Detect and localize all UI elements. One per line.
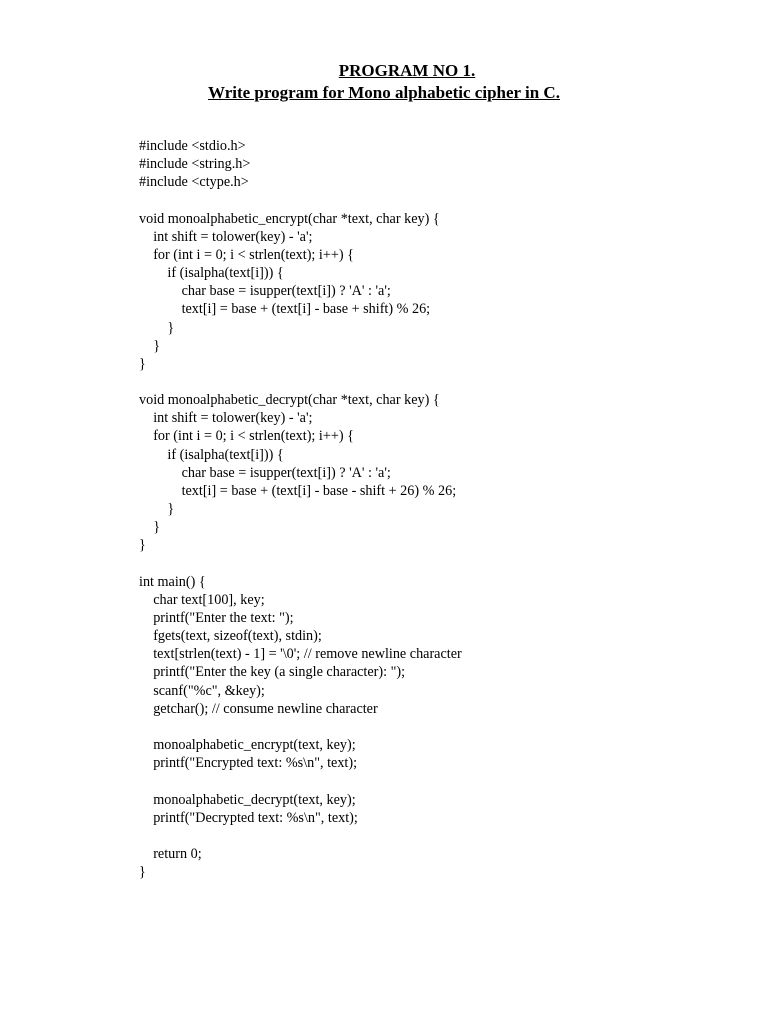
- code-line: printf("Encrypted text: %s\n", text);: [139, 755, 358, 772]
- code-line: }: [139, 319, 175, 336]
- code-line: monoalphabetic_encrypt(text, key);: [139, 737, 356, 754]
- code-line: [139, 827, 739, 845]
- code-line: scanf("%c", &key);: [139, 682, 265, 699]
- code-line: void monoalphabetic_encrypt(char *text, char key) {: [139, 210, 440, 227]
- code-line: text[strlen(text) - 1] = '\0'; // remove newline character: [139, 646, 462, 663]
- code-line: int shift = tolower(key) - 'a';: [139, 228, 313, 245]
- code-line: [139, 555, 739, 573]
- program-title-heading: Write program for Mono alphabetic cipher in C.: [208, 83, 560, 102]
- code-line: char base = isupper(text[i]) ? 'A' : 'a';: [139, 464, 391, 481]
- code-line: printf("Enter the key (a single character): ");: [139, 664, 406, 681]
- code-line: if (isalpha(text[i])) {: [139, 265, 284, 282]
- code-line: #include <ctype.h>: [139, 174, 249, 191]
- code-line: monoalphabetic_decrypt(text, key);: [139, 791, 356, 808]
- code-line: }: [139, 537, 146, 554]
- code-line: fgets(text, sizeof(text), stdin);: [139, 628, 322, 645]
- code-line: for (int i = 0; i < strlen(text); i++) {: [139, 246, 354, 263]
- code-line: [139, 191, 739, 209]
- code-line: [139, 373, 739, 391]
- code-line: int shift = tolower(key) - 'a';: [139, 410, 313, 427]
- code-listing: [139, 137, 739, 881]
- code-line: void monoalphabetic_decrypt(char *text, char key) {: [139, 392, 440, 409]
- code-line: printf("Enter the text: ");: [139, 610, 294, 627]
- code-line: int main() {: [139, 573, 206, 590]
- code-line: #include <stdio.h>: [139, 138, 246, 154]
- code-line: for (int i = 0; i < strlen(text); i++) {: [139, 428, 354, 445]
- code-line: text[i] = base + (text[i] - base - shift + 26) % 26;: [139, 482, 457, 499]
- code-line: }: [139, 355, 146, 372]
- code-line: getchar(); // consume newline character: [139, 700, 378, 717]
- code-line: return 0;: [139, 846, 202, 862]
- code-line: printf("Decrypted text: %s\n", text);: [139, 809, 358, 826]
- code-line: char base = isupper(text[i]) ? 'A' : 'a';: [139, 283, 391, 300]
- program-number-heading: PROGRAM NO 1.: [338, 61, 476, 80]
- code-line: [139, 718, 739, 736]
- code-line: }: [139, 501, 175, 518]
- code-line: }: [139, 519, 160, 536]
- code-line: }: [139, 864, 146, 881]
- code-line: [139, 772, 739, 790]
- code-line: text[i] = base + (text[i] - base + shift) % 26;: [139, 301, 431, 318]
- code-line: }: [139, 337, 160, 354]
- code-line: char text[100], key;: [139, 591, 265, 608]
- code-line: #include <string.h>: [139, 156, 251, 173]
- code-line: if (isalpha(text[i])) {: [139, 446, 284, 463]
